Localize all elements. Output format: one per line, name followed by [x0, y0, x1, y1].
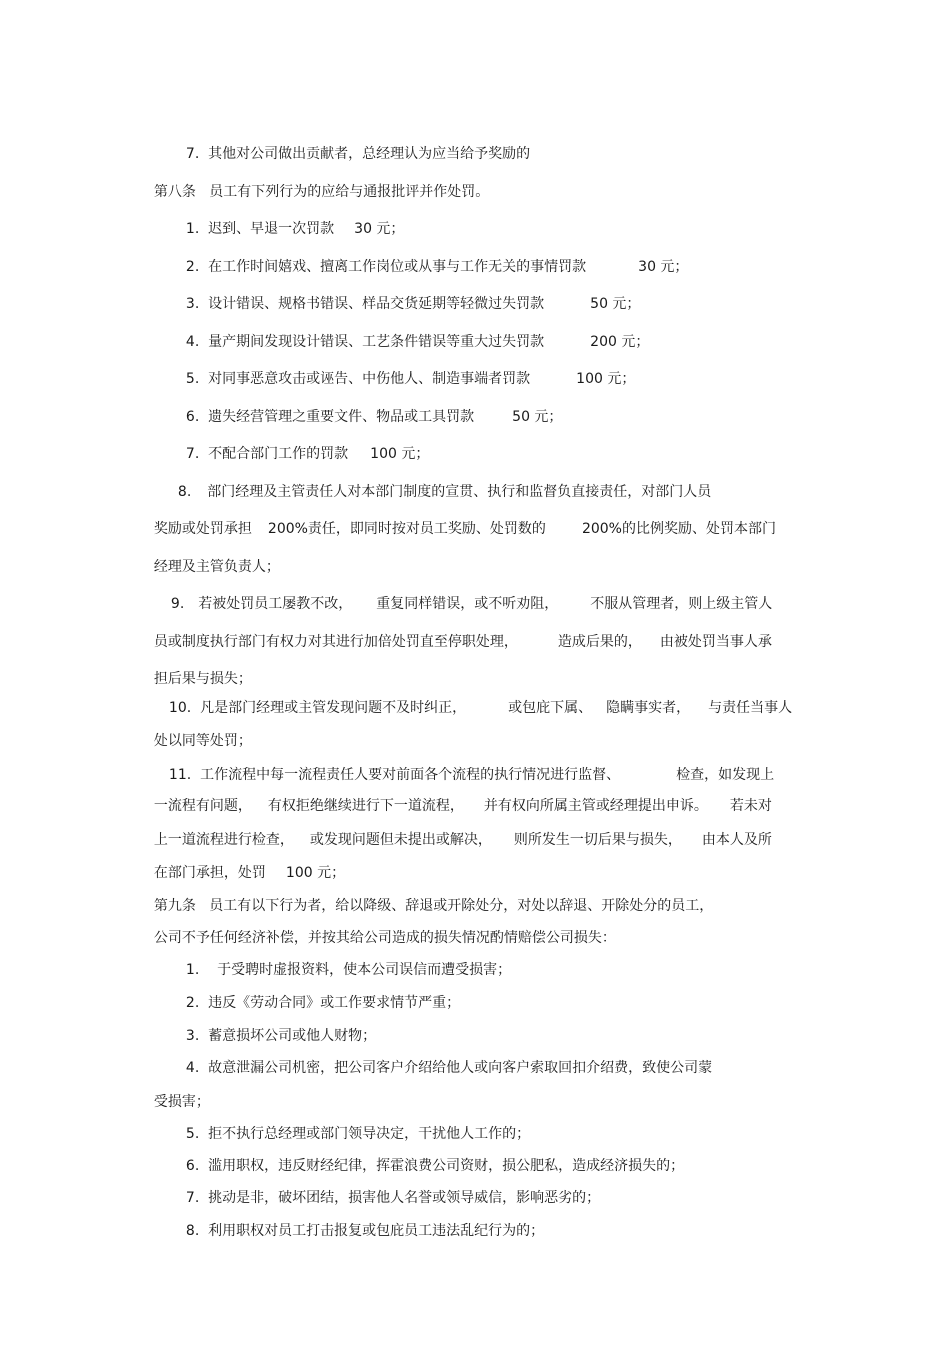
text: 员或制度执行部门有权力对其进行加倍处罚直至停职处理， [153, 634, 518, 650]
text: 隐瞒事实者， [606, 700, 691, 716]
text: 2. 违反《劳动合同》或工作要求情节严重； [185, 995, 461, 1011]
text: 7. 其他对公司做出贡献者，总经理认为应当给予奖励的 [185, 146, 531, 162]
text: 1. 迟到、早退一次罚款 [185, 221, 335, 237]
clause-7-reward-item [177, 124, 531, 162]
text: 5. 拒不执行总经理或部门领导决定，干扰他人工作的； [185, 1126, 531, 1142]
text: 不服从管理者，则上级主管人 [590, 596, 773, 612]
text: 公司不予任何经济补偿，并按其给公司造成的损失情况酌情赔偿公司损失： [153, 930, 616, 946]
clause-11-line-1 [160, 745, 775, 783]
clause-11-line-2 [145, 776, 772, 814]
fine-amount: 30 元； [638, 259, 689, 275]
text: 2. 在工作时间嬉戏、擅离工作岗位或从事与工作无关的事情罚款 [185, 259, 587, 275]
text: 部门经理及主管责任人对本部门制度的宣贯、执行和监督负直接责任，对部门人员 [207, 484, 712, 500]
article-8-heading [145, 162, 490, 200]
item-number: 8. [177, 484, 192, 500]
fine-amount: 100 元； [370, 446, 430, 462]
text: 10. 凡是部门经理或主管发现问题不及时纠正， [168, 700, 467, 716]
penalty-item-1 [177, 199, 405, 237]
text: 200%责任，即同时按对员工奖励、处罚数的 [267, 521, 546, 537]
text: 7. 不配合部门工作的罚款 [185, 446, 349, 462]
fine-amount: 50 元； [590, 296, 641, 312]
text: 处以同等处罚； [153, 733, 252, 749]
text: 7. 挑动是非，破坏团结，损害他人名誉或领导威信，影响恶劣的； [185, 1190, 601, 1206]
text: 8. 利用职权对员工打击报复或包庇员工违法乱纪行为的； [185, 1223, 545, 1239]
text: 3. 蓄意损坏公司或他人财物； [185, 1028, 377, 1044]
text: 200%的比例奖励、处罚本部门 [581, 521, 776, 537]
fine-amount: 100 元； [576, 371, 636, 387]
text: 4. 量产期间发现设计错误、工艺条件错误等重大过失罚款 [185, 334, 545, 350]
dismissal-item-7 [177, 1168, 601, 1206]
text: 或发现问题但未提出或解决， [309, 832, 492, 848]
penalty-item-3 [177, 274, 641, 312]
text: 受损害； [153, 1094, 210, 1110]
penalty-item-2 [177, 237, 689, 275]
item-number: 9. [170, 596, 185, 612]
article-9-heading [145, 876, 714, 914]
text: 经理及主管负责人； [153, 559, 280, 575]
dismissal-item-4-line-2 [145, 1072, 210, 1110]
text: 则所发生一切后果与损失， [513, 832, 682, 848]
dismissal-item-4-line-1 [177, 1038, 713, 1076]
clause-10-line-1 [160, 678, 793, 716]
text: 奖励或处罚承担 [153, 521, 252, 537]
text: 由被处罚当事人承 [659, 634, 772, 650]
text: 在部门承担，处罚 [153, 865, 266, 881]
clause-8-line-3 [145, 537, 280, 575]
fine-amount: 50 元； [512, 409, 563, 425]
article-9-line-2 [145, 908, 616, 946]
text: 有权拒绝继续进行下一道流程， [267, 798, 464, 814]
penalty-item-5 [177, 349, 636, 387]
penalty-item-6 [177, 387, 563, 425]
text: 5. 对同事恶意攻击或诬告、中伤他人、制造事端者罚款 [185, 371, 531, 387]
dismissal-item-2 [177, 973, 461, 1011]
clause-9-line-1 [162, 574, 773, 612]
text: 与责任当事人 [708, 700, 793, 716]
penalty-item-7 [177, 424, 430, 462]
clause-8-line-1 [169, 462, 712, 500]
text: 上一道流程进行检查， [153, 832, 294, 848]
text: 若被处罚员工屡教不改， [198, 596, 353, 612]
dismissal-item-3 [177, 1006, 377, 1044]
dismissal-item-1 [177, 940, 512, 978]
text: 第九条 员工有以下行为者，给以降级、辞退或开除处分，对处以辞退、开除处分的员工， [153, 898, 714, 914]
fine-amount: 100 元； [285, 865, 346, 881]
text: 若未对 [729, 798, 772, 814]
text: 1. 于受聘时虚报资料，使本公司误信而遭受损害； [185, 962, 512, 978]
fine-amount: 30 元； [354, 221, 405, 237]
text: 由本人及所 [701, 832, 772, 848]
dismissal-item-8 [177, 1201, 545, 1239]
clause-9-line-3 [145, 649, 252, 687]
text: 4. 故意泄漏公司机密，把公司客户介绍给他人或向客户索取回扣介绍费，致使公司蒙 [185, 1060, 713, 1076]
clause-8-line-2 [145, 499, 776, 537]
text: 造成后果的， [557, 634, 642, 650]
text: 11. 工作流程中每一流程责任人要对前面各个流程的执行情况进行监督、 [168, 767, 621, 783]
text: 或包庇下属、 [508, 700, 593, 716]
text: 6. 遗失经营管理之重要文件、物品或工具罚款 [185, 409, 475, 425]
fine-amount: 200 元； [590, 334, 650, 350]
penalty-item-4 [177, 312, 650, 350]
clause-10-line-2 [145, 711, 252, 749]
text: 第八条 员工有下列行为的应给与通报批评并作处罚。 [153, 184, 490, 200]
text: 一流程有问题， [153, 798, 252, 814]
text: 担后果与损失； [153, 671, 252, 687]
text: 检查，如发现上 [676, 767, 775, 783]
clause-11-line-4 [145, 843, 346, 881]
clause-11-line-3 [145, 810, 772, 848]
text: 3. 设计错误、规格书错误、样品交货延期等轻微过失罚款 [185, 296, 545, 312]
clause-9-line-2 [145, 612, 772, 650]
dismissal-item-6 [177, 1136, 685, 1174]
text: 6. 滥用职权，违反财经纪律，挥霍浪费公司资财，损公肥私，造成经济损失的； [185, 1158, 685, 1174]
dismissal-item-5 [177, 1104, 531, 1142]
text: 并有权向所属主管或经理提出申诉。 [483, 798, 708, 814]
text: 重复同样错误，或不听劝阻， [376, 596, 559, 612]
